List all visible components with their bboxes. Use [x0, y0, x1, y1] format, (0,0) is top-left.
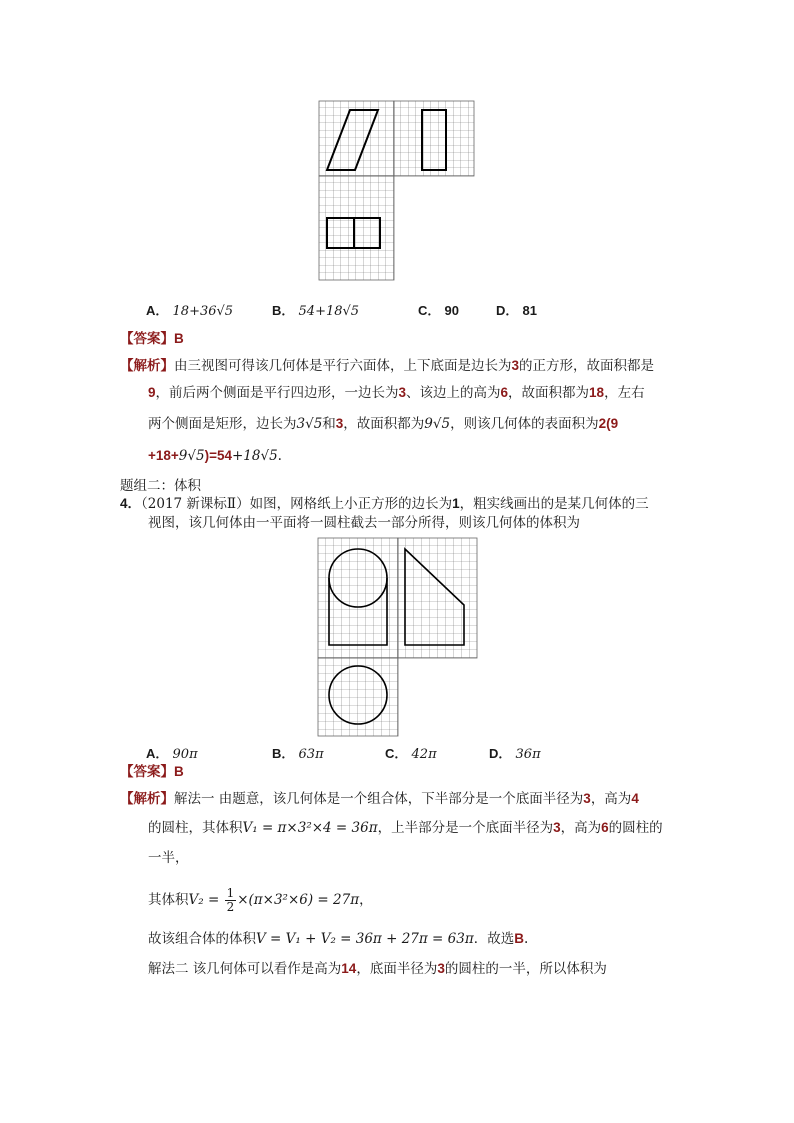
analysis-2-line-2: 的圆柱，其体积V₁ = π×3²×4 = 36π，上半部分是一个底面半径为3，高为6的圆柱的 [148, 820, 663, 836]
analysis-2-line-3: 一半， [148, 850, 189, 866]
analysis-1-line-4: +18+9√5)=54+18√5. [148, 448, 282, 464]
question-4-line-2: 视图，该几何体由一平面将一圆柱截去一部分所得，则该几何体的体积为 [148, 515, 580, 531]
option-a-2: A． 90π [146, 746, 198, 762]
analysis-2-line-5: 故该组合体的体积V = V₁ + V₂ = 36π + 27π = 63π．故选B. [148, 931, 529, 947]
option-d-1: D． 81 [496, 303, 537, 318]
option-b-1: B． 54+18√5 [272, 303, 360, 319]
option-b-2: B． 63π [272, 746, 324, 762]
group-2-heading: 题组二：体积 [120, 478, 201, 494]
answer-1: 【答案】B [120, 331, 184, 347]
analysis-2-line-1: 【解析】解法一 由题意，该几何体是一个组合体，下半部分是一个底面半径为3，高为4 [120, 791, 639, 807]
analysis-1-line-2: 9，前后两个侧面是平行四边形，一边长为3、该边上的高为6，故面积都为18，左右 [148, 385, 645, 401]
option-c-1: C． 90 [418, 303, 459, 318]
option-a-1: A． 18+36√5 [146, 303, 234, 319]
analysis-2-line-6: 解法二 该几何体可以看作是高为14，底面半径为3的圆柱的一半，所以体积为 [148, 961, 607, 977]
three-view-figure-1 [318, 100, 476, 282]
option-c-2: C． 42π [385, 746, 437, 762]
fraction-one-half: $\frac{1}{2}$ [226, 886, 235, 914]
answer-2: 【答案】B [120, 764, 184, 780]
analysis-1-line-1: 【解析】由三视图可得该几何体是平行六面体，上下底面是边长为3的正方形，故面积都是 [120, 358, 655, 374]
analysis-1-line-3: 两个侧面是矩形，边长为3√5和3，故面积都为9√5，则该几何体的表面积为2(9 [148, 416, 619, 432]
three-view-figure-2 [317, 537, 479, 737]
question-4-line-1: 4．（2017 新课标Ⅱ）如图，网格纸上小正方形的边长为1，粗实线画出的是某几何体的三 [120, 496, 649, 512]
analysis-2-line-4: 其体积V₂ = $\frac{1}{2}$ ×(π×3²×6) = 27π， [148, 886, 373, 914]
option-d-2: D． 36π [489, 746, 541, 762]
